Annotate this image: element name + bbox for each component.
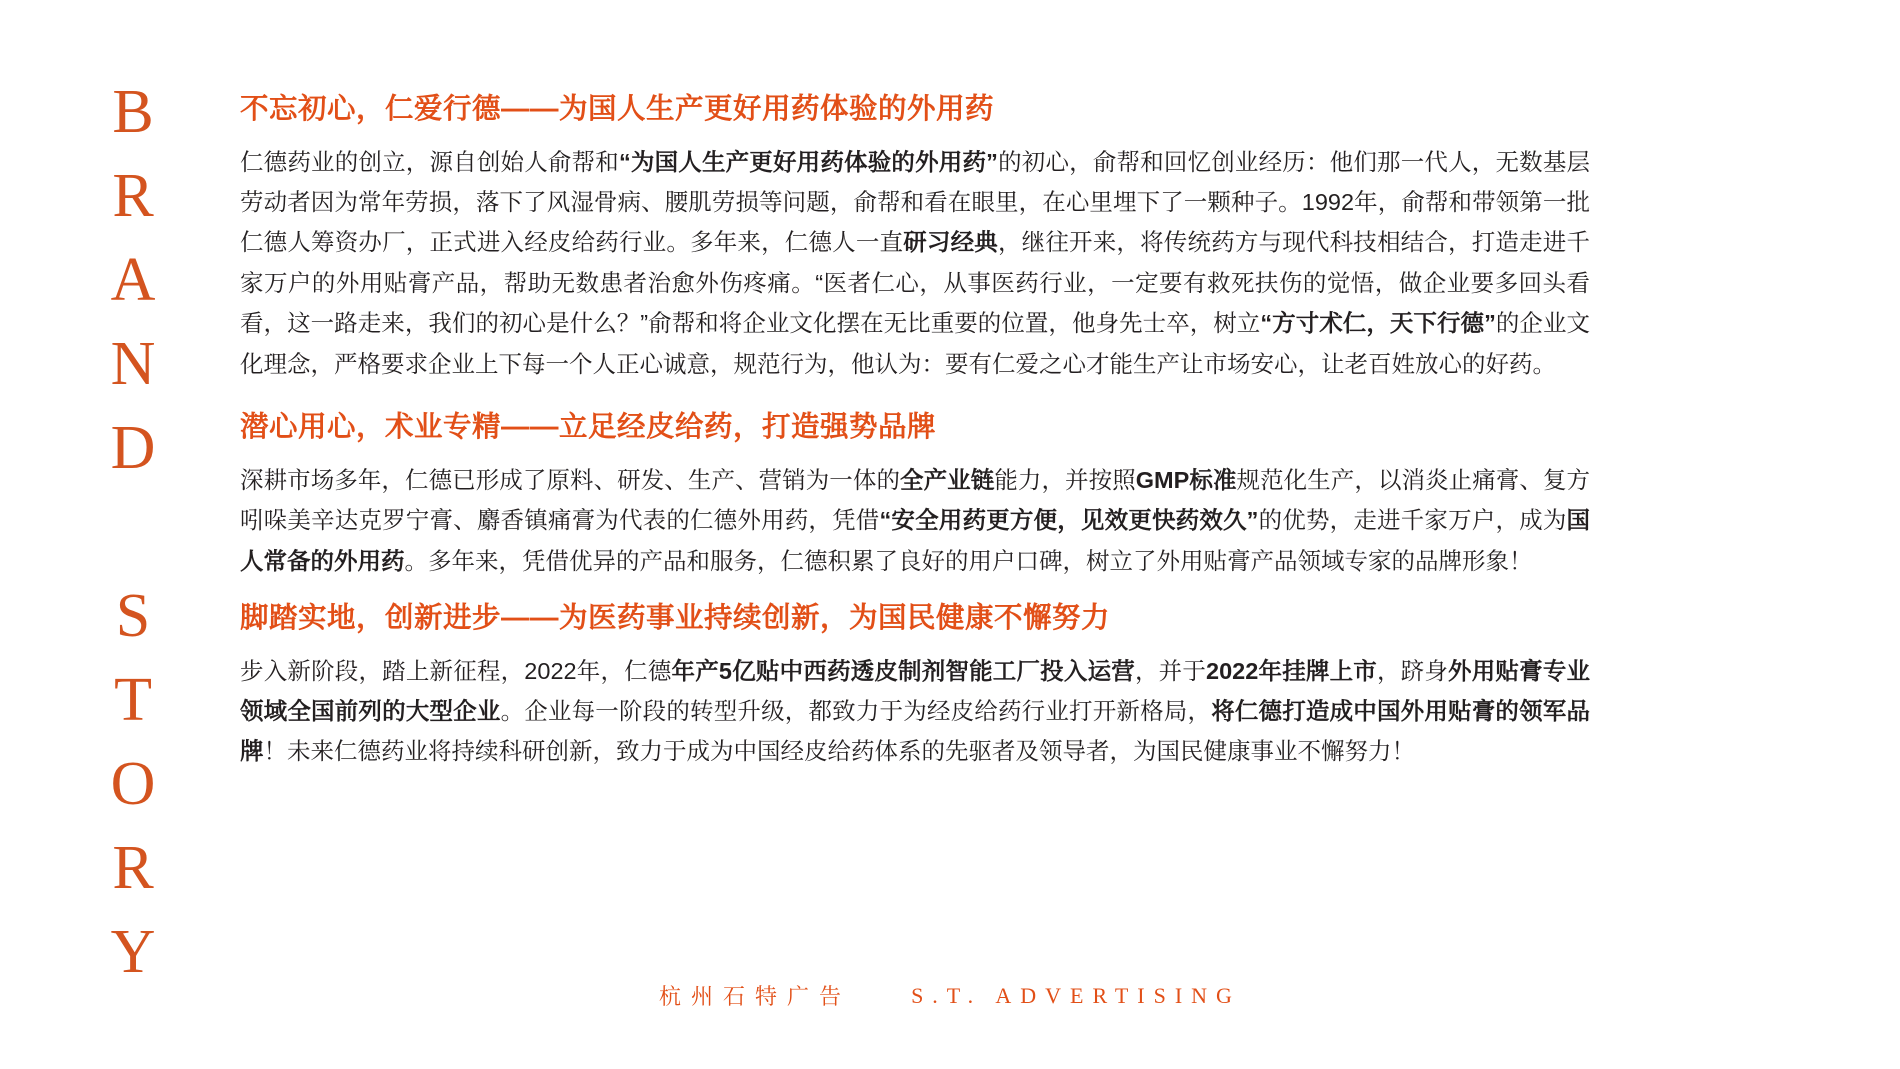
section-heading-1: 不忘初心，仁爱行德——为国人生产更好用药体验的外用药	[240, 93, 995, 125]
section-block-1	[240, 92, 1590, 384]
section-paragraph-1: 仁德药业的创立，源自创始人俞帮和“为国人生产更好用药体验的外用药”的初心，俞帮和回忆创业经历：他们那一代人，无数基层劳动者因为常年劳损，落下了风湿骨病、腰肌劳损等问题，俞帮和看在眼里，在心里埋下了一颗种子。1992年，俞帮和带领第一批仁德人筹资办厂，正式进入经皮给药行业。多年来，仁德人一直研习经典，继往开来，将传统药方与现代科技相结合，打造走进千家万户的外用贴膏产品，帮助无数患者治愈外伤疼痛。“医者仁心，从事医药行业，一定要有救死扶伤的觉悟，做企业要多回头看看，这一路走来，我们的初心是什么？”俞帮和将企业文化摆在无比重要的位置，他身先士卒，树立“方寸术仁，天下行德”的企业文化理念，严格要求企业上下每一个人正心诚意，规范行为，他认为：要有仁爱之心才能生产让市场安心，让老百姓放心的好药。	[240, 148, 1591, 377]
footer-company-cn: 杭州石特广告	[659, 984, 852, 1009]
section-heading-3: 脚踏实地，创新进步——为医药事业持续创新，为国民健康不懈努力	[240, 601, 1111, 634]
section-heading-2: 潜心用心，术业专精——立足经皮给药，打造强势品牌	[240, 411, 937, 444]
vertical-title-text: BRAND STORY	[99, 78, 167, 1002]
section-block-2	[240, 410, 1590, 581]
footer	[0, 980, 1900, 1011]
vertical-brand-story-title	[88, 78, 178, 1002]
section-paragraph-2: 深耕市场多年，仁德已形成了原料、研发、生产、营销为一体的全产业链能力，并按照GMP标准规范化生产，以消炎止痛膏、复方吲哚美辛达克罗宁膏、麝香镇痛膏为代表的仁德外用药，凭借“安全用药更方便，见效更快药效久”的优势，走进千家万户，成为国人常备的外用药。多年来，凭借优异的产品和服务，仁德积累了良好的用户口碑，树立了外用贴膏产品领域专家的品牌形象！	[240, 466, 1591, 574]
section-paragraph-3: 步入新阶段，踏上新征程，2022年，仁德年产5亿贴中西药透皮制剂智能工厂投入运营，并于2022年挂牌上市，跻身外用贴膏专业领域全国前列的大型企业。企业每一阶段的转型升级，都致力于为经皮给药行业打开新格局，将仁德打造成中国外用贴膏的领军品牌！未来仁德药业将持续科研创新，致力于成为中国经皮给药体系的先驱者及领导者，为国民健康事业不懈努力！	[240, 657, 1591, 765]
section-block-3	[240, 601, 1590, 772]
content-column	[240, 92, 1590, 798]
footer-company-en: S.T. ADVERTISING	[911, 982, 1241, 1008]
